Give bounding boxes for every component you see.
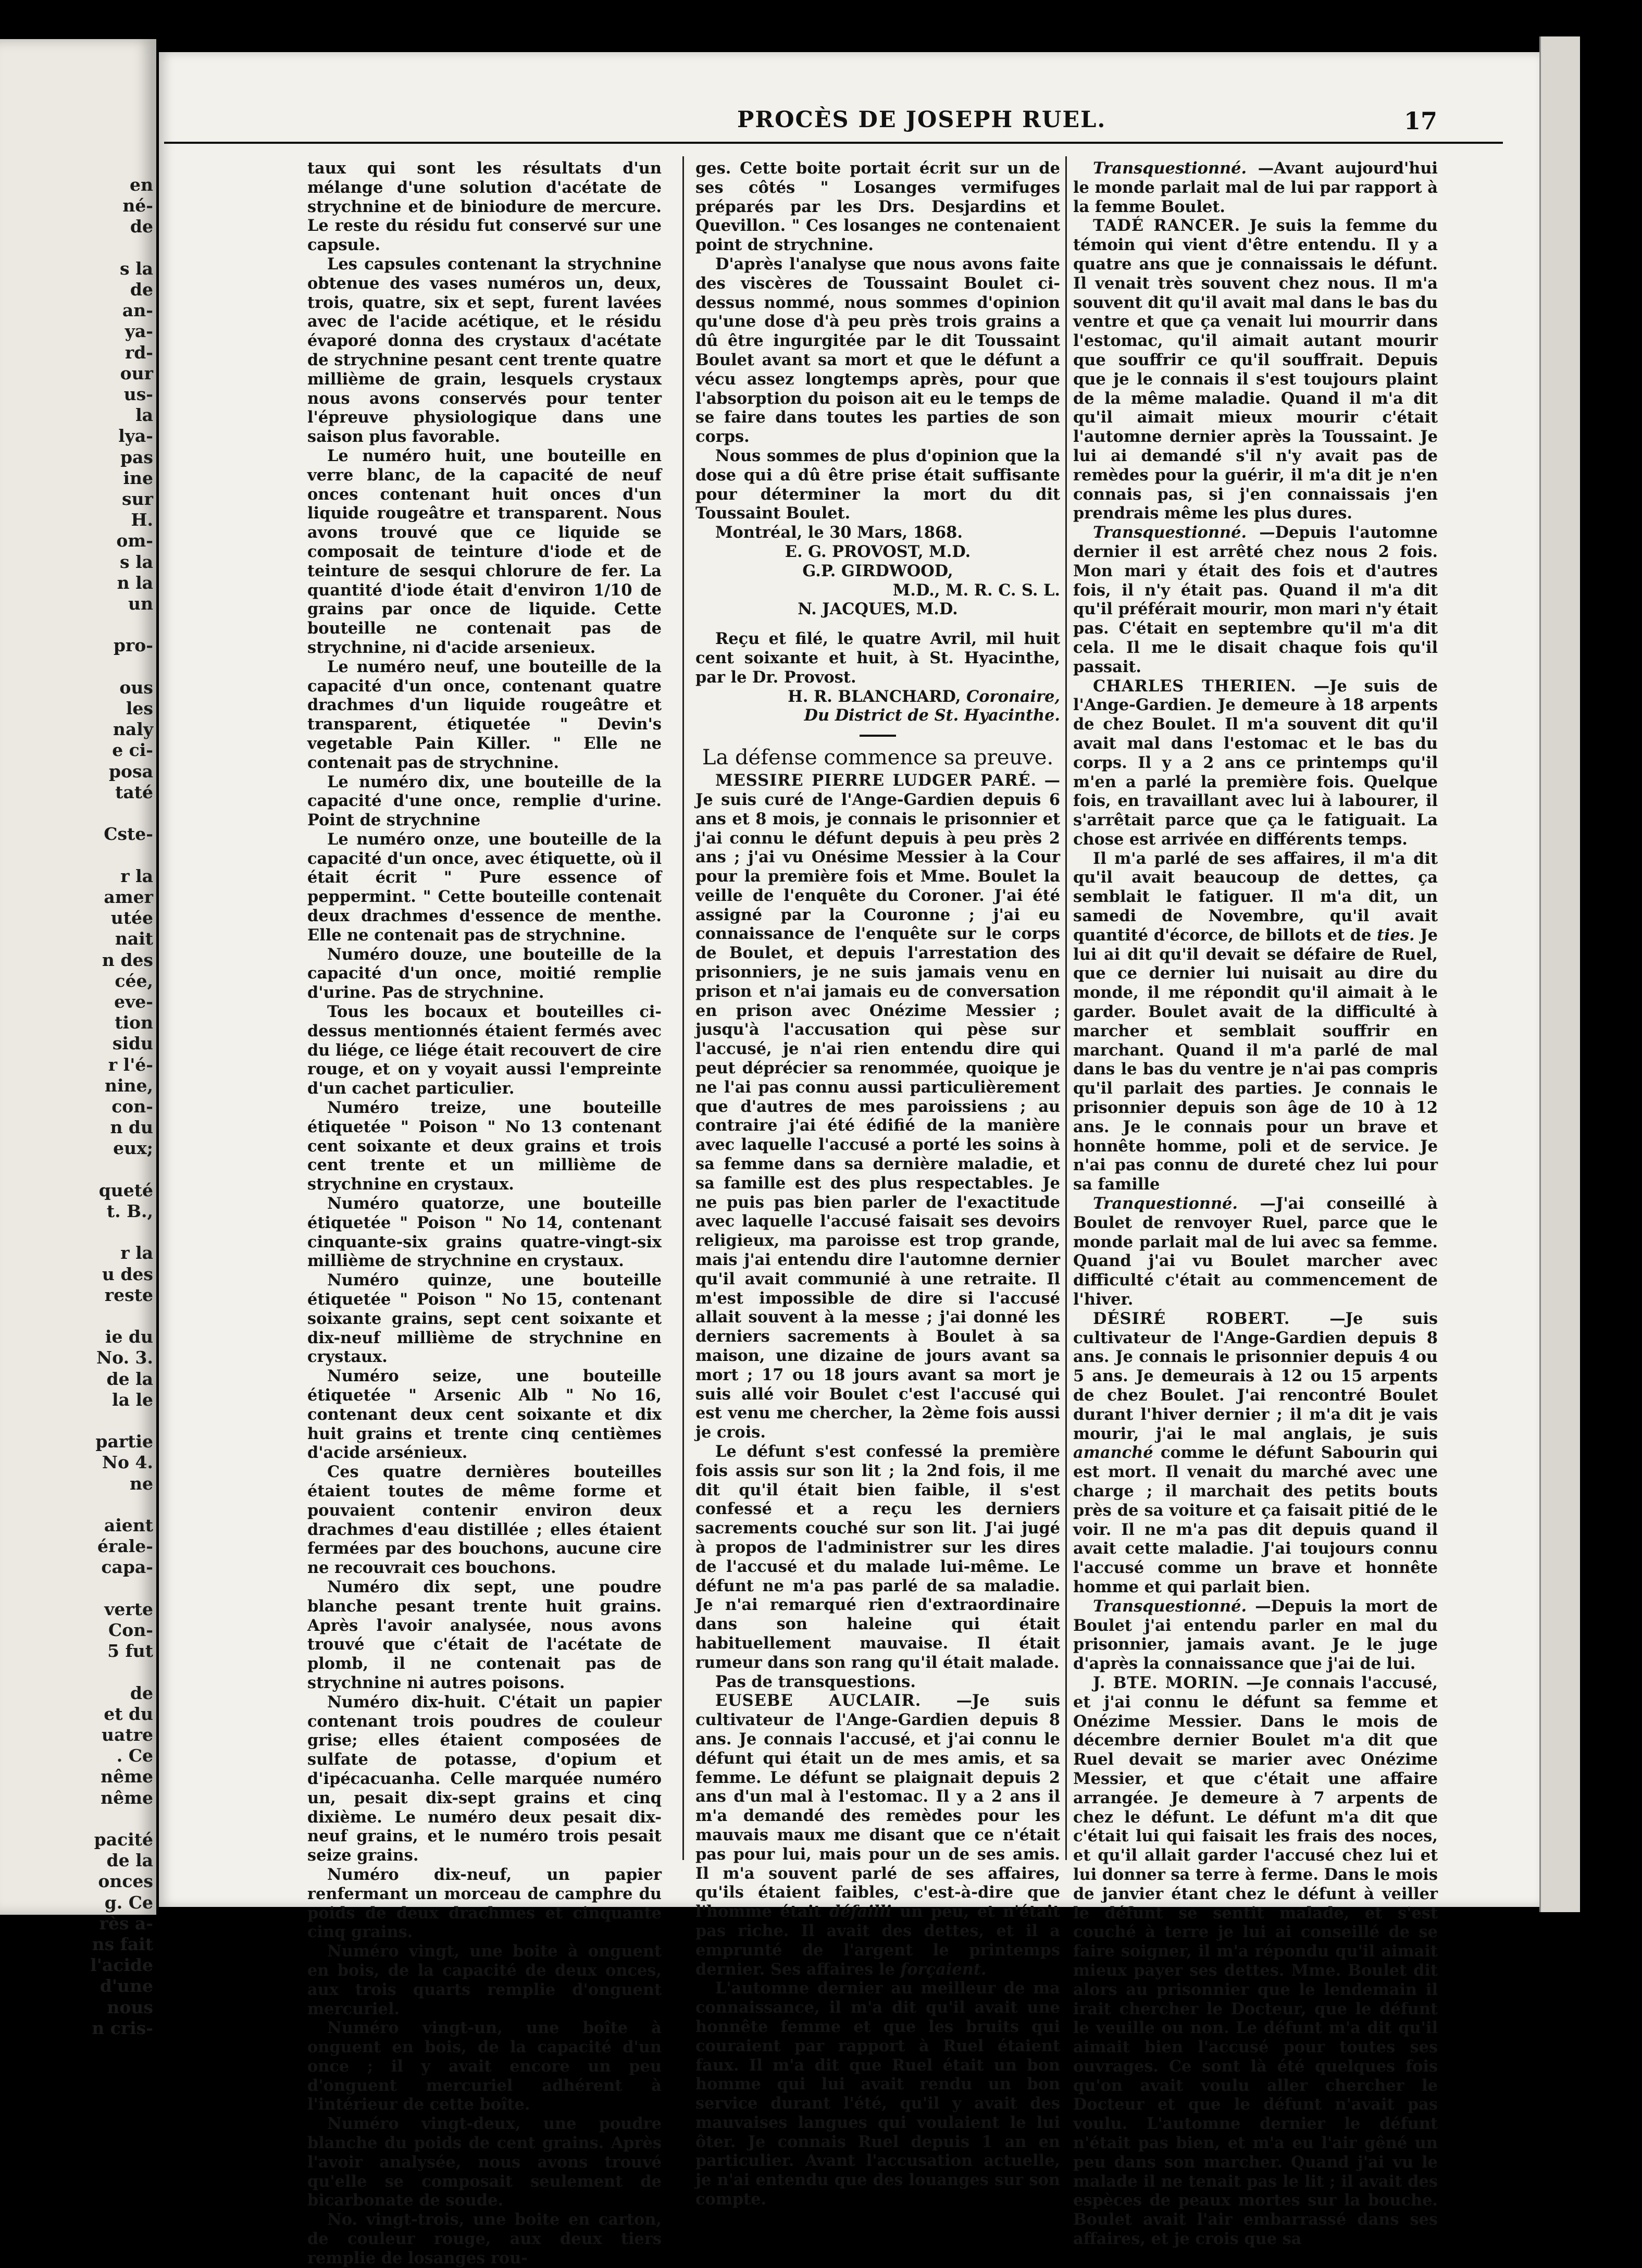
testimony-text: un peu, et n'était pas riche. Il avait des dettes, et il a emprunté de l'argent le printemps dernier. Ses affaires le [695,1902,1060,1979]
italic-word: forçaient. [900,1960,987,1979]
paragraph: Numéro dix-neuf, un papier renfermant un morceau de camphre du poids de deux drachmes et cinquante cinq grains. [307,1865,662,1942]
paragraph: Numéro quinze, une bouteille étiquetée " Poison " No 15, contenant soixante grains, sept cent soixante et dix-neuf millième de strychnine en crystaux. [307,1271,662,1367]
italic-word: défailli [829,1902,892,1922]
adjacent-page-left [0,39,156,2038]
signature-girdwood: G.P. GIRDWOOD, [802,561,953,580]
paragraph: Ces quatre dernières bouteilles étaient toutes de même forme et pouvaient contenir environ deux drachmes d'eau distillée ; elles étaient fermées par des bouchons, aucune cire ne recouvrait ces bouchons. [307,1463,662,1578]
testimony-text: —Depuis l'automne dernier il est arrêté chez nous 2 fois. Mon mari y était des fois et d'autres fois, il n'y était pas. Quand il m'a dit qu'il préférait mourir, mon mari n'y était pas. C'était en septembre qu'il m'a dit cela. Il me le disait chaque fois qu'il passait. [1073,523,1438,676]
witness-name: MESSIRE PIERRE LUDGER PARÉ. [715,771,1037,790]
cross-exam-label: Tranquestionné. [1093,1194,1238,1213]
testimony-auclair [695,1691,1060,1979]
testimony-text: Je suis la femme du témoin qui vient d'être entendu. Il y a quatre ans que je connaissais le défunt. Il venait très souvent chez nous. Il m'a souvent dit qu'il avait mal dans le bas du ventre et que ça venait lui mourrir dans l'estomac, qu'il aimait autant mourir que souffrir ce qu'il souffrait. Depuis que je le connais il s'est toujours plaint de la même maladie. Quand il m'a dit qu'il aimait mieux mourir c'était l'automne dernier après la Toussaint. Je lui ai demandé s'il n'y avait pas de remèdes pour la guérir, il m'a dit je n'en connais pas, si j'en connaissais j'en prendrais même les plus dures. [1073,216,1438,523]
testimony-text: —J'ai conseillé à Boulet de renvoyer Ruel, parce que le monde parlait mal de lui avec sa femme. Quand j'ai vu Boulet marcher avec difficulté c'était au commencement de l'hiver. [1073,1194,1438,1309]
witness-name: EUSEBE AUCLAIR. [715,1691,922,1711]
section-title: La défense commence sa preuve. [702,746,1054,770]
paragraph: Le numéro huit, une bouteille en verre blanc, de la capacité de neuf onces contenant huit onces d'un liquide rougeâtre et transparent. Nous avons trouvé que ce liquide se composait de teinture d'iode et de teinture de sesqui chlorure de fer. La quantité d'iode était d'environ 1/10 de grains par once de liquide. Cette bouteille ne contenait pas de strychnine, ni d'acide arsenieux. [307,446,662,657]
paragraph: Numéro dix sept, une poudre blanche pesant trente huit grains. Après l'avoir analysée, nous avons trouvé que c'était de l'acétate de plomb, il ne contenait pas de strychnine ni autres poisons. [307,1577,662,1692]
paragraph: Le numéro neuf, une bouteille de la capacité d'un once, contenant quatre drachmes d'un liquide rougeâtre et transparent, étiquetée " Devin's vegetable Pain Killer. " Elle ne contenait pas de strychnine. [307,657,662,772]
left-page-fragment-text: en né- de s la de an- ya- rd- our us- la lya- pas ine sur H. om- s la n la un pro- ous les naly e ci- posa taté Cste- r la amer utée nait n des cée, eve- tion sidu r l'é- nine, con- n du eux; queté t. B., r la u des reste ie du No. 3. de la la le partie No 4. ne aient érale- capa- verte Con- 5 fut de et du uatre . Ce nême nême pacité de la onces g. Ce rès a- ns fait l'acide d'une nous n cris- [90,175,153,2038]
paragraph: ges. Cette boite portait écrit sur un de ses côtés " Losanges vermifuges préparés par les Drs. Desjardins et Quevillon. " Ces losanges ne contenaient point de strychnine. [695,159,1060,255]
running-title: PROCÈS DE JOSEPH RUEL. [737,107,1106,133]
testimony-text: —Je suis curé de l'Ange-Gardien depuis 6 ans et 8 mois, je connais le prisonnier et j'ai connu le défunt depuis à peu près 2 ans ; j'ai vu Onésime Messier à la Cour pour la première fois et Mme. Boulet la veille de l'enquête du Coroner. J'ai été assigné par la Couronne ; j'ai eu connaissance de l'enquête sur le corps de Boulet, et depuis l'arrestation des prisonniers, je ne suis jamais venu en prison et n'ai jamais eu de conversation en prison avec Onézime Messier ; jusqu'à l'accusation qui pèse sur l'accusé, je n'ai rien entendu dire qui peut déprécier sa renommée, quoique je ne l'ai pas connu aussi particulièrement que d'autres de mes paroissiens ; au contraire j'ai été édifié de la manière avec laquelle l'accusé a porté les soins à sa femme dans sa dernière maladie, et sa famille est des plus respectables. Je ne puis pas bien parler de l'exactitude avec laquelle l'accusé faisait ses devoirs religieux, ma paroisse est trop grande, mais j'ai entendu dire l'automne dernier qu'il avait communié à une retraite. Il m'est impossible de dire si l'accusé allait souvent à la messe ; j'ai donné les derniers sacrements à Boulet à sa maison, une dizaine de jours avant sa mort ; 17 ou 18 jours avant sa mort je suis allé voir Boulet c'est l'accusé qui est venu me chercher, la 2ème fois aussi je crois. [695,771,1060,1442]
coroner-district: Du District de St. Hyacinthe. [804,706,1060,725]
testimony-text: comme le défunt Sabourin qui est mort. Il venait du marché avec une charge ; il marchait des petits bouts près de sa voiture et ça faisait pitié de le voir. Il ne m'a pas dit depuis quand il avait cette maladie. J'ai toujours connu l'accusé comme un brave et honnête homme et qui parlait bien. [1073,1443,1438,1596]
paragraph: Numéro douze, une bouteille de la capacité d'un once, moitié remplie d'urine. Pas de strychnine. [307,945,662,1002]
testimony-text: —Je connais l'accusé, et j'ai connu le défunt sa femme et Onézime Messier. Dans le mois de décembre dernier Boulet m'a dit que Ruel devait se marier avec Onézime Messier, et que c'était une affaire arrangée. Je demeure à 7 arpents de chez le défunt. Le défunt m'a dit que c'était lui qui faisait les frais des noces, et qu'il allait garder l'accusé chez lui et lui donner sa terre à ferme. Dans le mois de janvier étant chez le défunt à veiller le défunt se sentit malade, et s'est couché à terre je lui ai conseillé de se faire soigner, il m'a répondu qu'il aimait mieux payer ses dettes. Mme. Boulet dit alors au prisonnier que le lendemain il irait chercher le Docteur, que le défunt le veuille ou non. Le défunt m'a dit qu'il aimait bien l'accusé pour toutes ses ouvrages. Ce sont là été quelques fois qu'on avait voulu aller chercher le Docteur et que le défunt n'avait pas voulu. L'automne dernier le défunt n'était pas bien, et m'a eu l'air gêné un peu dans son marcher. Quand j'ai vu le malade il ne tenait pas le lit ; il avait des espèces de peaux mortes sur la bouche. Boulet avait l'air embarrassé dans ses affaires, et je crois que sa [1073,1673,1438,2249]
italic-word: amanché [1073,1443,1153,1463]
column-rule-2 [1065,156,1067,1860]
paragraph: Nous sommes de plus d'opinion que la dose qui a dû être prise était suffisante pour déterminer la mort du dit Toussaint Boulet. [695,446,1060,523]
italic-word: ties. [1377,925,1415,945]
testimony-text: —Avant aujourd'hui le monde parlait mal de lui par rapport à la femme Boulet. [1073,159,1438,216]
paragraph [1073,849,1438,1194]
column-rule-1 [682,156,684,1860]
paragraph: Numéro quatorze, une bouteille étiquetée " Poison " No 14, contenant cinquante-six grains quatre-vingt-six millième de strychnine en crystaux. [307,1194,662,1271]
paragraph: Numéro seize, une bouteille étiquetée " Arsenic Alb " No 16, contenant deux cent soixante et dix huit grains et trente cinq centièmes d'acide arsénieux. [307,1367,662,1463]
cross-exam [1073,1194,1438,1309]
column-3 [1073,159,1438,2249]
paragraph: Tous les bocaux et bouteilles ci-dessus mentionnés étaient fermés avec du liége, ce liége était recouvert de cire rouge, et on y voyait aussi l'empreinte d'un cachet particulier. [307,1002,662,1098]
section-divider [860,735,896,737]
coroner-signature [695,687,1060,707]
cross-exam [1073,1597,1438,1674]
testimony-text: Il m'a parlé de ses affaires, il m'a dit qu'il avait beaucoup de dettes, ça semblait le fatiguer. Il m'a dit, un samedi de Novembre, qu'il avait quantité d'écorce, de billots et de [1073,849,1438,945]
testimony-text: Je lui ai dit qu'il devait se défaire de Ruel, que ce dernier lui nuisait au dire du monde, il me répondit qu'il aimait à le garder. Boulet avait de la difficulté à marcher et semblait souffrir en marchant. Quand il m'a parlé de mal dans le bas du ventre je n'ai pas compris qu'il parlait des parties. Je connais le prisonnier depuis son âge de 10 à 12 ans. Je le connais pour un brave et honnête homme, poli et de service. Je n'ai pas connu de dureté chez lui pour sa famille [1073,925,1438,1194]
paragraph: Les capsules contenant la strychnine obtenue des vases numéros un, deux, trois, quatre, six et sept, furent lavées avec de l'acide acétique, et le résidu évaporé donna des crystaux d'acétate de strychnine pesant cent trente quatre millième de grain, lesquels crystaux nous avons conservés pour tenter l'épreuve physiologique dans une saison plus favorable. [307,254,662,447]
testimony-therien [1073,677,1438,849]
testimony-rancer [1073,216,1438,523]
testimony-text: —Je suis de l'Ange-Gardien. Je demeure à 18 arpents de chez Boulet. Il m'a souvent dit qu'il avait mal dans l'estomac et le bas du corps. Il y a 2 ans ce printemps qu'il m'en a parlé la première fois. Quelque fois, en travaillant avec lui à labourer, il s'arrêtait parce que ça le fatiguait. La chose est arrivée en différents temps. [1073,676,1438,849]
paragraph: Le numéro dix, une bouteille de la capacité d'une once, remplie d'urine. Point de strychnine [307,772,662,830]
cross-exam [1073,159,1438,216]
paragraph: taux qui sont les résultats d'un mélange d'une solution d'acétate de strychnine et de biniodure de mercure. Le reste du résidu fut conservé sur une capsule. [307,159,662,255]
column-1 [307,159,662,2268]
testimony-pare [695,771,1060,1442]
coroner-name: H. R. BLANCHARD, [788,687,961,706]
paragraph: Le numéro onze, une bouteille de la capacité d'un once, avec étiquette, où il était écrit " Pure essence of peppermint. " Cette bouteille contenait deux drachmes d'essence de menthe. Elle ne contenait pas de strychnine. [307,829,662,945]
page-edge-right [1539,36,1580,1912]
paragraph: Pas de transquestions. [715,1672,916,1691]
paragraph: Numéro dix-huit. C'était un papier contenant trois poudres de couleur grise; elles étaient composées de sulfate de potasse, d'opium et d'ipécacuanha. Celle marquée numéro un, pesait dix-sept grains et cinq dixième. Le numéro deux pesait dix-neuf grains, et le numéro trois pesait seize grains. [307,1692,662,1865]
testimony-text: —Depuis la mort de Boulet j'ai entendu parler en mal du prisonnier, jamais avant. Je le juge d'après la connaissance que j'ai de lui. [1073,1596,1438,1674]
paragraph: Numéro treize, une bouteille étiquetée " Poison " No 13 contenant cent soixante et deux grains et trois cent trente et un millième de strychnine en crystaux. [307,1098,662,1194]
paragraph: L'automne dernier au meilleur de ma connaissance, il m'a dit qu'il avait une honnête femme et que les bruits qui couraient par rapport à Ruel étaient faux. Il m'a dit que Ruel était un bon homme qui lui avait rendu un bon service durant l'été, qu'il y avait des mauvaises langues qui voulaient le lui ôter. Je connais Ruel depuis 1 an en particulier. Avant l'accusation actuelle, je n'ai entendu que des louanges sur son compte. [695,1979,1060,2209]
signature-provost: E. G. PROVOST, M.D. [785,542,971,561]
paragraph: Le défunt s'est confessé la première fois assis sur son lit ; la 2nd fois, il me dit qu'il était bien faible, il s'est confessé et a reçu les derniers sacrements couché sur son lit. J'ai jugé à propos de l'administrer sur les dires de l'accusé et du malade lui-même. Le défunt ne m'a pas parlé de sa maladie. Je n'ai remarqué rien d'extraordinaire dans son haleine qui était habituellement mauvaise. Il était rumeur dans son rang qu'il était malade. [695,1442,1060,1672]
paragraph: D'après l'analyse que nous avons faite des viscères de Toussaint Boulet ci-dessus nommé, nous sommes d'opinion qu'une dose d'à peu près trois grains a dû être ingurgitée par le dit Toussaint Boulet avant sa mort et que le défunt a vécu assez longtemps après, pour que l'absorption du poison ait eu le temps de se faire dans toutes les parties de son corps. [695,254,1060,447]
witness-name: CHARLES THERIEN. [1093,676,1297,696]
running-header [159,107,1539,138]
witness-name: J. BTE. MORIN. [1093,1673,1239,1692]
cross-exam-label: Transquestionné. [1093,1596,1247,1616]
testimony-text: —Je suis cultivateur de l'Ange-Gardien depuis 8 ans. Je connais le prisonnier depuis 4 ou 5 ans. Je demeurais à 12 ou 15 arpents de chez Boulet. J'ai rencontré Boulet durant l'hiver dernier ; il m'a dit je vais mourir, j'ai le mal anglais, je suis [1073,1309,1438,1443]
report-date: Montréal, le 30 Mars, 1868. [715,523,963,542]
column-2 [695,159,1060,2209]
signature-jacques: N. JACQUES, M.D. [798,600,958,619]
testimony-morin [1073,1674,1438,2249]
paragraph: No. vingt-trois, une boite en carton, de couleur rouge, aux deux tiers remplie de losanges rou- [307,2210,662,2267]
cross-exam-label: Transquestionné. [1093,523,1247,542]
witness-name: DÉSIRÉ ROBERT. [1093,1309,1290,1328]
page-number: 17 [1404,107,1438,135]
witness-name: TADÉ RANCER. [1093,216,1241,236]
testimony-text: —Je suis cultivateur de l'Ange-Gardien depuis 8 ans. Je connais l'accusé, et j'ai connu le défunt qui était un de mes amis, et sa femme. Le défunt se plaignait depuis 2 ans d'un mal à l'estomac. Il y a 2 ans il m'a demandé des remèdes pour les mauvais maux me disant que ce n'était pas pour lui, mais pour un de ses amis. Il m'a souvent parlé de ses affaires, qu'ils étaient faibles, c'est-à-dire que l'homme était [695,1691,1060,1922]
cross-exam-label: Transquestionné. [1093,159,1247,178]
paragraph: Reçu et filé, le quatre Avril, mil huit cent soixante et huit, à St. Hyacinthe, par le Dr. Provost. [695,629,1060,687]
testimony-robert [1073,1309,1438,1597]
paragraph: Numéro vingt-un, une boîte à onguent en bois, de la capacité d'un once ; il y avait encore un peu d'onguent mercuriel adhérent à l'intérieur de cette boîte. [307,2018,662,2114]
signature-girdwood-credentials: M.D., M. R. C. S. L. [892,580,1060,600]
paragraph: Numéro vingt, une boite à onguent en bois, de la capacité de deux onces, aux trois quarts remplie d'onguent mercuriel. [307,1942,662,2018]
paragraph: Numéro vingt-deux, une poudre blanche du poids de cent grains. Après l'avoir analysée, nous avons trouvé qu'elle se composait seulement de bicarbonate de soude. [307,2114,662,2210]
document-page [159,52,1539,2267]
cross-exam [1073,523,1438,676]
coroner-title: Coronaire, [966,687,1060,706]
header-rule [164,142,1503,144]
